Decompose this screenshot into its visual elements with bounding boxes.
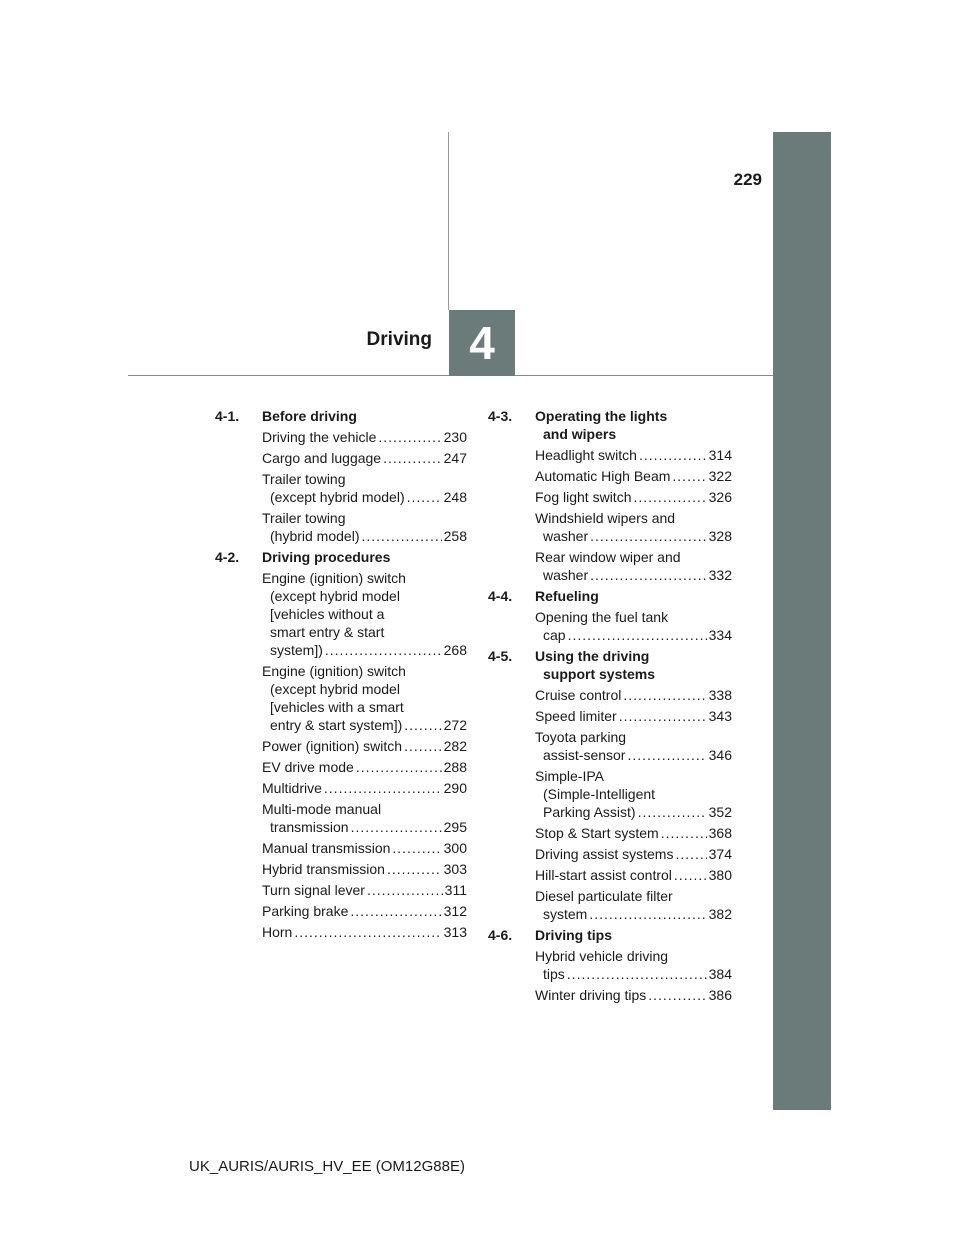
section-title-line: support systems xyxy=(543,666,656,682)
toc-entry-line xyxy=(262,800,467,818)
dot-leader xyxy=(383,449,442,467)
toc-entry-label: transmission xyxy=(270,819,349,835)
toc-entry-page: 382 xyxy=(708,906,732,922)
toc-entry-label: Winter driving tips xyxy=(535,987,647,1003)
toc-entry-line xyxy=(262,716,467,734)
toc-entry-text xyxy=(262,902,467,920)
dot-leader xyxy=(392,839,441,857)
toc-entry-line xyxy=(535,527,732,545)
dot-leader xyxy=(361,527,441,545)
toc-entry-text xyxy=(535,488,732,506)
toc-entry-line xyxy=(535,608,732,626)
toc-entry-page: 384 xyxy=(708,966,732,982)
toc-entry-label: Cruise control xyxy=(535,687,622,703)
toc-entry[interactable] xyxy=(262,779,467,797)
toc-section-heading xyxy=(488,587,732,605)
toc-entry-line xyxy=(535,785,732,803)
dot-leader xyxy=(619,707,707,725)
toc-entry-label: Simple-IPA xyxy=(535,768,604,784)
toc-entry-label: Hybrid transmission xyxy=(262,861,385,877)
dot-leader xyxy=(324,779,442,797)
toc-entry[interactable] xyxy=(535,548,732,584)
toc-entry[interactable] xyxy=(535,446,732,464)
toc-entry-label: Diesel particulate filter xyxy=(535,888,673,904)
toc-entry-text xyxy=(262,923,467,941)
toc-entry-page: 312 xyxy=(443,903,467,919)
toc-entry-text xyxy=(535,446,732,464)
toc-entry-page: 247 xyxy=(443,450,467,466)
toc-entry-text xyxy=(262,758,467,776)
toc-right-column xyxy=(488,407,732,1007)
toc-entry-line xyxy=(262,641,467,659)
chapter-number-box xyxy=(449,310,515,376)
toc-entry[interactable] xyxy=(262,800,467,836)
dot-leader xyxy=(367,881,443,899)
toc-entry-label: (except hybrid model xyxy=(270,588,400,604)
toc-entry[interactable] xyxy=(262,839,467,857)
toc-entry-line xyxy=(262,662,467,680)
toc-entry-label: Engine (ignition) switch xyxy=(262,570,406,586)
toc-entry-text xyxy=(262,428,467,446)
toc-entry-label: (hybrid model) xyxy=(270,528,360,544)
toc-entry-line xyxy=(262,623,467,641)
toc-section-heading xyxy=(215,548,467,566)
toc-entry-line xyxy=(262,698,467,716)
section-title-line: Refueling xyxy=(535,588,599,604)
toc-entry[interactable] xyxy=(535,509,732,545)
section-title xyxy=(535,587,732,605)
toc-entry-text xyxy=(535,767,732,821)
toc-entry-text xyxy=(535,887,732,923)
toc-entry-line xyxy=(262,605,467,623)
dot-leader xyxy=(590,527,707,545)
dot-leader xyxy=(661,824,707,842)
toc-entry-text xyxy=(535,509,732,545)
toc-entry-label: smart entry & start xyxy=(270,624,385,640)
toc-entry-line xyxy=(262,449,467,467)
section-title-line: Before driving xyxy=(262,408,357,424)
toc-entry-page: 258 xyxy=(443,528,467,544)
toc-entry-label: Trailer towing xyxy=(262,510,346,526)
toc-entry-text xyxy=(535,608,732,644)
toc-entry-page: 328 xyxy=(708,528,732,544)
dot-leader xyxy=(672,467,706,485)
dot-leader xyxy=(633,488,706,506)
toc-section-heading xyxy=(488,647,732,683)
toc-entry[interactable] xyxy=(262,662,467,734)
section-title xyxy=(262,548,467,566)
toc-entry-text xyxy=(262,779,467,797)
toc-entry-line xyxy=(262,818,467,836)
toc-entry[interactable] xyxy=(262,758,467,776)
toc-entry-label: Windshield wipers and xyxy=(535,510,676,526)
toc-entry-label: Horn xyxy=(262,924,293,940)
toc-entry-page: 380 xyxy=(708,867,732,883)
toc-entry-text xyxy=(535,824,732,842)
toc-entry[interactable] xyxy=(262,509,467,545)
toc-entry-text xyxy=(262,662,467,734)
toc-entry-label: entry & start system]) xyxy=(270,717,403,733)
side-tab-bar xyxy=(773,132,831,1110)
header-vertical-rule xyxy=(448,132,449,310)
toc-entry-line xyxy=(535,767,732,785)
toc-entry-label: Hybrid vehicle driving xyxy=(535,948,669,964)
toc-entry-line xyxy=(535,986,732,1004)
toc-entry[interactable] xyxy=(535,728,732,764)
toc-entry-label: system xyxy=(543,906,588,922)
section-title xyxy=(262,407,467,425)
dot-leader xyxy=(589,905,706,923)
toc-section-heading xyxy=(215,407,467,425)
section-number: 4-6. xyxy=(488,927,513,943)
toc-entry-line xyxy=(262,902,467,920)
dot-leader xyxy=(567,965,707,983)
toc-entry[interactable] xyxy=(262,569,467,659)
toc-entry[interactable] xyxy=(262,881,467,899)
toc-entry-text xyxy=(535,467,732,485)
toc-entry-label: [vehicles with a smart xyxy=(270,699,404,715)
toc-entry-label: washer xyxy=(543,567,589,583)
toc-entry[interactable] xyxy=(535,707,732,725)
toc-entry-text xyxy=(535,728,732,764)
toc-entry-page: 368 xyxy=(708,825,732,841)
toc-entry-page: 282 xyxy=(443,738,467,754)
toc-entry[interactable] xyxy=(262,902,467,920)
toc-entry[interactable] xyxy=(535,467,732,485)
toc-entry-page: 248 xyxy=(443,489,467,505)
toc-entry-label: Automatic High Beam xyxy=(535,468,671,484)
toc-entry-line xyxy=(535,746,732,764)
page-number: 229 xyxy=(733,170,762,189)
toc-entry-line xyxy=(535,467,732,485)
toc-entry-label: system]) xyxy=(270,642,323,658)
toc-entry-line xyxy=(262,680,467,698)
toc-entry-line xyxy=(262,737,467,755)
toc-entry-text xyxy=(262,737,467,755)
dot-leader xyxy=(648,986,706,1004)
toc-entry-page: 343 xyxy=(708,708,732,724)
dot-leader xyxy=(590,566,707,584)
toc-entry-line xyxy=(535,626,732,644)
toc-entry[interactable] xyxy=(262,449,467,467)
toc-entry-label: Cargo and luggage xyxy=(262,450,382,466)
toc-entry-page: 288 xyxy=(443,759,467,775)
toc-entry-line xyxy=(535,707,732,725)
toc-entry-page: 303 xyxy=(443,861,467,877)
toc-entry-label: EV drive mode xyxy=(262,759,354,775)
toc-entry-line xyxy=(535,824,732,842)
toc-entry-page: 334 xyxy=(708,627,732,643)
section-number: 4-1. xyxy=(215,408,240,424)
toc-entry[interactable] xyxy=(535,845,732,863)
toc-entry-page: 290 xyxy=(443,780,467,796)
toc-entry-line xyxy=(262,779,467,797)
dot-leader xyxy=(387,860,442,878)
toc-entry-text xyxy=(262,800,467,836)
toc-entry-line xyxy=(262,587,467,605)
toc-entry-text xyxy=(262,509,467,545)
section-title xyxy=(535,647,732,683)
toc-entry-label: Rear window wiper and xyxy=(535,549,681,565)
toc-entry-line xyxy=(535,845,732,863)
toc-entry-line xyxy=(535,446,732,464)
toc-entry-page: 272 xyxy=(443,717,467,733)
toc-entry-line xyxy=(262,569,467,587)
toc-entry-label: Driving assist systems xyxy=(535,846,674,862)
dot-leader xyxy=(639,446,707,464)
toc-entry-line xyxy=(262,881,467,899)
dot-leader xyxy=(674,866,707,884)
chapter-number: 4 xyxy=(469,317,495,369)
toc-entry-page: 311 xyxy=(444,882,467,898)
toc-entry-text xyxy=(535,548,732,584)
toc-entry-label: (except hybrid model) xyxy=(270,489,405,505)
toc-entry-page: 386 xyxy=(708,987,732,1003)
toc-entry-line xyxy=(535,803,732,821)
toc-entry[interactable] xyxy=(262,860,467,878)
toc-section-heading xyxy=(488,407,732,443)
footer-model-code: UK_AURIS/AURIS_HV_EE (OM12G88E) xyxy=(189,1158,465,1175)
toc-entry-text xyxy=(262,449,467,467)
dot-leader xyxy=(623,686,706,704)
toc-entry-line xyxy=(262,527,467,545)
toc-entry-label: (Simple-Intelligent xyxy=(543,786,656,802)
toc-left-column xyxy=(215,407,467,944)
toc-entry-page: 313 xyxy=(443,924,467,940)
toc-entry[interactable] xyxy=(262,923,467,941)
section-number: 4-4. xyxy=(488,588,513,604)
toc-entry-label: Opening the fuel tank xyxy=(535,609,669,625)
dot-leader xyxy=(627,746,706,764)
toc-entry[interactable] xyxy=(535,947,732,983)
toc-entry[interactable] xyxy=(535,866,732,884)
toc-entry-page: 374 xyxy=(708,846,732,862)
dot-leader xyxy=(568,626,707,644)
toc-entry-page: 230 xyxy=(443,429,467,445)
toc-entry[interactable] xyxy=(535,488,732,506)
toc-entry-text xyxy=(535,986,732,1004)
toc-entry-line xyxy=(262,860,467,878)
toc-entry-text xyxy=(262,839,467,857)
toc-entry-page: 300 xyxy=(443,840,467,856)
toc-entry[interactable] xyxy=(535,686,732,704)
section-number: 4-2. xyxy=(215,549,240,565)
toc-entry-label: Parking brake xyxy=(262,903,349,919)
toc-entry-page: 295 xyxy=(443,819,467,835)
dot-leader xyxy=(404,737,442,755)
toc-entry-page: 352 xyxy=(708,804,732,820)
toc-entry-text xyxy=(535,947,732,983)
toc-entry[interactable] xyxy=(535,767,732,821)
toc-entry[interactable] xyxy=(535,824,732,842)
toc-entry-label: Multidrive xyxy=(262,780,322,796)
section-number: 4-5. xyxy=(488,648,513,664)
toc-entry-label: Fog light switch xyxy=(535,489,632,505)
toc-entry-line xyxy=(262,923,467,941)
toc-entry-line xyxy=(535,488,732,506)
toc-entry[interactable] xyxy=(535,887,732,923)
toc-entry-label: Stop & Start system xyxy=(535,825,659,841)
dot-leader xyxy=(407,488,442,506)
section-number: 4-3. xyxy=(488,408,513,424)
toc-entry[interactable] xyxy=(262,428,467,446)
section-title-line: Using the driving xyxy=(535,648,650,664)
dot-leader xyxy=(294,923,441,941)
toc-entry-label: Multi-mode manual xyxy=(262,801,382,817)
toc-entry-line xyxy=(535,947,732,965)
toc-entry-text xyxy=(535,845,732,863)
toc-entry-page: 332 xyxy=(708,567,732,583)
dot-leader xyxy=(675,845,706,863)
toc-entry-text xyxy=(262,860,467,878)
toc-entry-label: tips xyxy=(543,966,565,982)
toc-entry-text xyxy=(262,569,467,659)
toc-entry-label: Manual transmission xyxy=(262,840,391,856)
toc-entry-text xyxy=(535,686,732,704)
toc-entry-line xyxy=(262,428,467,446)
section-title-line: Driving tips xyxy=(535,927,613,943)
toc-entry-label: [vehicles without a xyxy=(270,606,385,622)
dot-leader xyxy=(404,716,441,734)
toc-entry-text xyxy=(262,470,467,506)
toc-entry-line xyxy=(535,548,732,566)
toc-entry-line xyxy=(262,488,467,506)
toc-entry-line xyxy=(262,509,467,527)
toc-entry-label: cap xyxy=(543,627,566,643)
section-title-line: and wipers xyxy=(543,426,617,442)
toc-entry-page: 322 xyxy=(708,468,732,484)
dot-leader xyxy=(325,641,442,659)
toc-entry-label: Turn signal lever xyxy=(262,882,365,898)
section-title-line: Operating the lights xyxy=(535,408,668,424)
toc-entry-label: Parking Assist) xyxy=(543,804,636,820)
toc-entry[interactable] xyxy=(262,737,467,755)
toc-entry-text xyxy=(262,881,467,899)
toc-entry-label: Trailer towing xyxy=(262,471,346,487)
toc-entry-page: 338 xyxy=(708,687,732,703)
toc-entry-line xyxy=(535,728,732,746)
section-title-line: Driving procedures xyxy=(262,549,391,565)
toc-entry-label: Toyota parking xyxy=(535,729,627,745)
toc-entry[interactable] xyxy=(535,608,732,644)
toc-entry-line xyxy=(535,965,732,983)
dot-leader xyxy=(350,902,441,920)
toc-entry-line xyxy=(535,887,732,905)
toc-entry-page: 314 xyxy=(708,447,732,463)
toc-entry-label: assist-sensor xyxy=(543,747,626,763)
dot-leader xyxy=(351,818,442,836)
toc-entry-label: (except hybrid model xyxy=(270,681,400,697)
section-title xyxy=(535,926,732,944)
toc-entry-line xyxy=(535,686,732,704)
toc-entry-line xyxy=(535,905,732,923)
toc-entry-label: Speed limiter xyxy=(535,708,617,724)
toc-entry-label: washer xyxy=(543,528,589,544)
toc-entry-line xyxy=(262,470,467,488)
toc-entry-text xyxy=(535,707,732,725)
toc-entry-line xyxy=(535,866,732,884)
toc-entry[interactable] xyxy=(262,470,467,506)
section-title xyxy=(535,407,732,443)
toc-entry-page: 346 xyxy=(708,747,732,763)
toc-entry-label: Headlight switch xyxy=(535,447,637,463)
toc-entry-line xyxy=(262,839,467,857)
toc-entry-page: 268 xyxy=(443,642,467,658)
toc-entry-label: Power (ignition) switch xyxy=(262,738,403,754)
toc-entry-line xyxy=(535,566,732,584)
dot-leader xyxy=(638,803,707,821)
toc-entry-line xyxy=(535,509,732,527)
dot-leader xyxy=(356,758,442,776)
toc-entry-label: Driving the vehicle xyxy=(262,429,377,445)
toc-entry-page: 326 xyxy=(708,489,732,505)
chapter-title: Driving xyxy=(366,329,432,350)
dot-leader xyxy=(378,428,441,446)
toc-entry-line xyxy=(262,758,467,776)
toc-entry-text xyxy=(535,866,732,884)
toc-entry-label: Hill-start assist control xyxy=(535,867,672,883)
toc-entry-label: Engine (ignition) switch xyxy=(262,663,406,679)
toc-section-heading xyxy=(488,926,732,944)
toc-entry[interactable] xyxy=(535,986,732,1004)
